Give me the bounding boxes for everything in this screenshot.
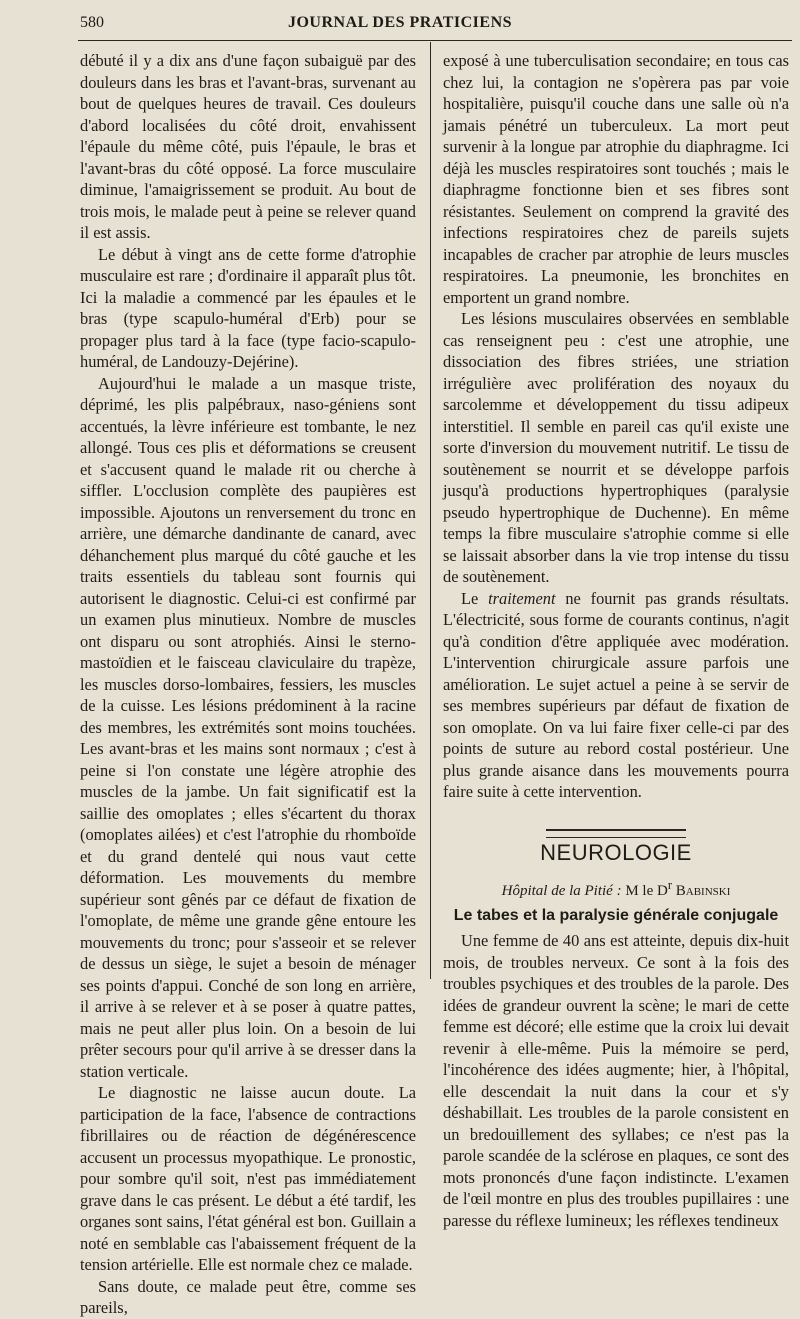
- paragraph: Aujourd'hui le malade a un masque triste, déprimé, les plis palpébraux, naso-géniens sont accentués, la lèvre inférieure est tombante, le nez allongé. Tous ces plis et déformations se creusent et s'accusent quand le malade rit ou cherche à siffler. L'occlusion complète des paupières est impossible. Ajoutons un renversement du tronc en arrière, une démarche dandinante de canard, avec déhanchement plus marqué du côté gauche et les traits essentiels du tableau sont fournis qui autorisent le diagnostic. Celui-ci est confirmé par un examen plus minutieux. Nombre de muscles ont disparu ou sont atrophiés. Ainsi le sterno-mastoïdien et le faisceau claviculaire du trapèze, les muscles dorso-lombaires, fessiers, les muscles de la cuisse. Les lésions prédominent à la racine des membres, les extrémités sont moins touchées. Les avant-bras et les mains sont normaux ; c'est à peine si l'on constate une légère atrophie des muscles de la jambe. Un fait significatif est la saillie des omoplates ; elles s'écartent du thorax (omoplates ailées) et c'est l'atrophie du rhomboïde et du grand dentelé qui nous vaut cette déformation. Les mouvements du membre supérieur sont gênés par ce défaut de fixation de l'omoplate, de même une grande gêne entoure les mouvements du tronc; pour s'asseoir et se relever de dessus un siège, le sujet a besoin de ménager ses points d'appui. Conché de son long en arrière, il arrive à se relever et à se poser à quatre pattes, mais ne peut aller plus loin. On a besoin de lui prêter secours pour qu'il arrive à se dresser dans la station verticale.: [80, 373, 416, 1081]
- section-ornament: [546, 829, 686, 838]
- hospital-name: Hôpital de la Pitié :: [501, 883, 622, 899]
- paragraph: Le diagnostic ne laisse aucun doute. La participation de la face, l'absence de contractions fibrillaires ou de réaction de dégénérescence accusent un processus myopathique. Le pronostic, pour sombre qu'il soit, n'est pas immédiatement grave dans le cas présent. Le début a été tardif, les organes sont sains, l'état général est bon. Guillain a noté en semblable cas l'abaissement fréquent de la tension artérielle. Elle est normale chez ce malade.: [80, 1083, 416, 1274]
- running-title: JOURNAL DES PRATICIENS: [287, 14, 513, 31]
- right-column: [443, 50, 789, 1231]
- paragraph-rest: ne fournit pas grands résultats. L'électricité, sous forme de courants continus, n'agit qu'à condition d'être appliquée avec modération. L'intervention chirurgicale assure parfois une amélioration. Le sujet actuel a peine à se servir de ses membres supérieurs par défaut de fixation de son omoplate. On va lui faire fixer celle-ci par des points de suture au rebord costal postérieur. Une plus grande aisance dans les mouvements pourra faire suite à cette intervention.: [443, 588, 789, 801]
- section-title: NEUROLOGIE: [540, 839, 692, 865]
- paragraph: Sans doute, ce malade peut être, comme ses pareils,: [80, 1276, 416, 1317]
- paragraph: Une femme de 40 ans est atteinte, depuis dix-huit mois, de troubles nerveux. Ce sont à la fois des troubles psychiques et des troubles de la parole. Des idées de grandeur ouvrent la scène; le mari de cette femme est décoré; elle estime que la croix lui devait revenir à elle-même. Puis la mémoire se perd, l'incohérence des idées augmente; hier, à l'hôpital, elle descendait la nuit dans la cour et s'y déshabillait. Les troubles de la parole consistent en un bredouillement des syllabes; ce n'est pas la parole scandée de la sclérose en plaques, ce sont des mots prononcés d'une façon indistincte. L'examen de l'œil montre en plus des troubles pupillaires : une paresse du réflexe lumineux; les réflexes tendineux: [443, 931, 789, 1230]
- doctor-superscript: r: [667, 878, 673, 892]
- paragraph: Le début à vingt ans de cette forme d'atrophie musculaire est rare ; d'ordinaire il apparaît plus tôt. Ici la maladie a commencé par les épaules et le bras (type scapulo-huméral d'Erb) pour se propager plus tard à la face (type facio-scapulo-huméral, de Landouzy-Dejérine).: [80, 244, 416, 371]
- article-title: Le tabes et la paralysie générale conjugale: [453, 906, 779, 924]
- page-number: 580: [80, 14, 104, 31]
- left-column: [80, 50, 416, 1319]
- column-divider: [430, 42, 431, 979]
- paragraph-start: Le: [461, 588, 489, 608]
- paragraph: [443, 588, 789, 803]
- paragraph: débuté il y a dix ans d'une façon subaiguë par des douleurs dans les bras et l'avant-bras, survenant au bout de quelques heures de travail. Ces douleurs d'abord localisées du côté droit, envahissent l'épaule du même côté, puis l'épaule, le bras et l'avant-bras du côté opposé. La force musculaire diminue, l'amaigrissement se produit. Au bout de trois mois, le malade peut à peine se relever quand il est assis.: [80, 51, 416, 242]
- doctor-prefix: M le D: [621, 883, 668, 899]
- italic-term: traitement: [488, 588, 556, 608]
- hospital-byline: [443, 875, 789, 903]
- doctor-name: Babinski: [672, 883, 731, 899]
- paragraph: exposé à une tuberculisation secondaire; en tous cas chez lui, la contagion ne s'opèrera pas par voie hospitalière, puisqu'il couche dans une salle où n'a jamais pénétré un tuberculeux. La mort peut survenir à la longue par atrophie du diaphragme. Ici déjà les muscles respiratoires sont touchés ; mais le diaphragme fonctionne bien et ses fibres sont résistantes. Seulement on comprend la gravité des infections respiratoires chez de pareils sujets incapables de cracher par atrophie de leurs muscles respiratoires. La pneumonie, les bronchites en emportent un grand nombre.: [443, 51, 789, 307]
- header-rule: [78, 40, 792, 41]
- paragraph: Les lésions musculaires observées en semblable cas renseignent peu : c'est une atrophie, une dissociation des fibres striées, une striation irrégulière avec prolifération des noyaux du sarcolemme et développement du tissu adipeux interstitiel. Il semble en pareil cas qu'il existe une sorte d'inversion du mouvement nutritif. Le tissu de soutènement se nourrit et se développe parfois jusqu'à productions hypertrophiques (paralysie pseudo hypertrophique de Duchenne). En même temps la fibre musculaire s'atrophie comme si elle se laissait absorber dans la vie trop intense du tissu de soutènement.: [443, 309, 789, 586]
